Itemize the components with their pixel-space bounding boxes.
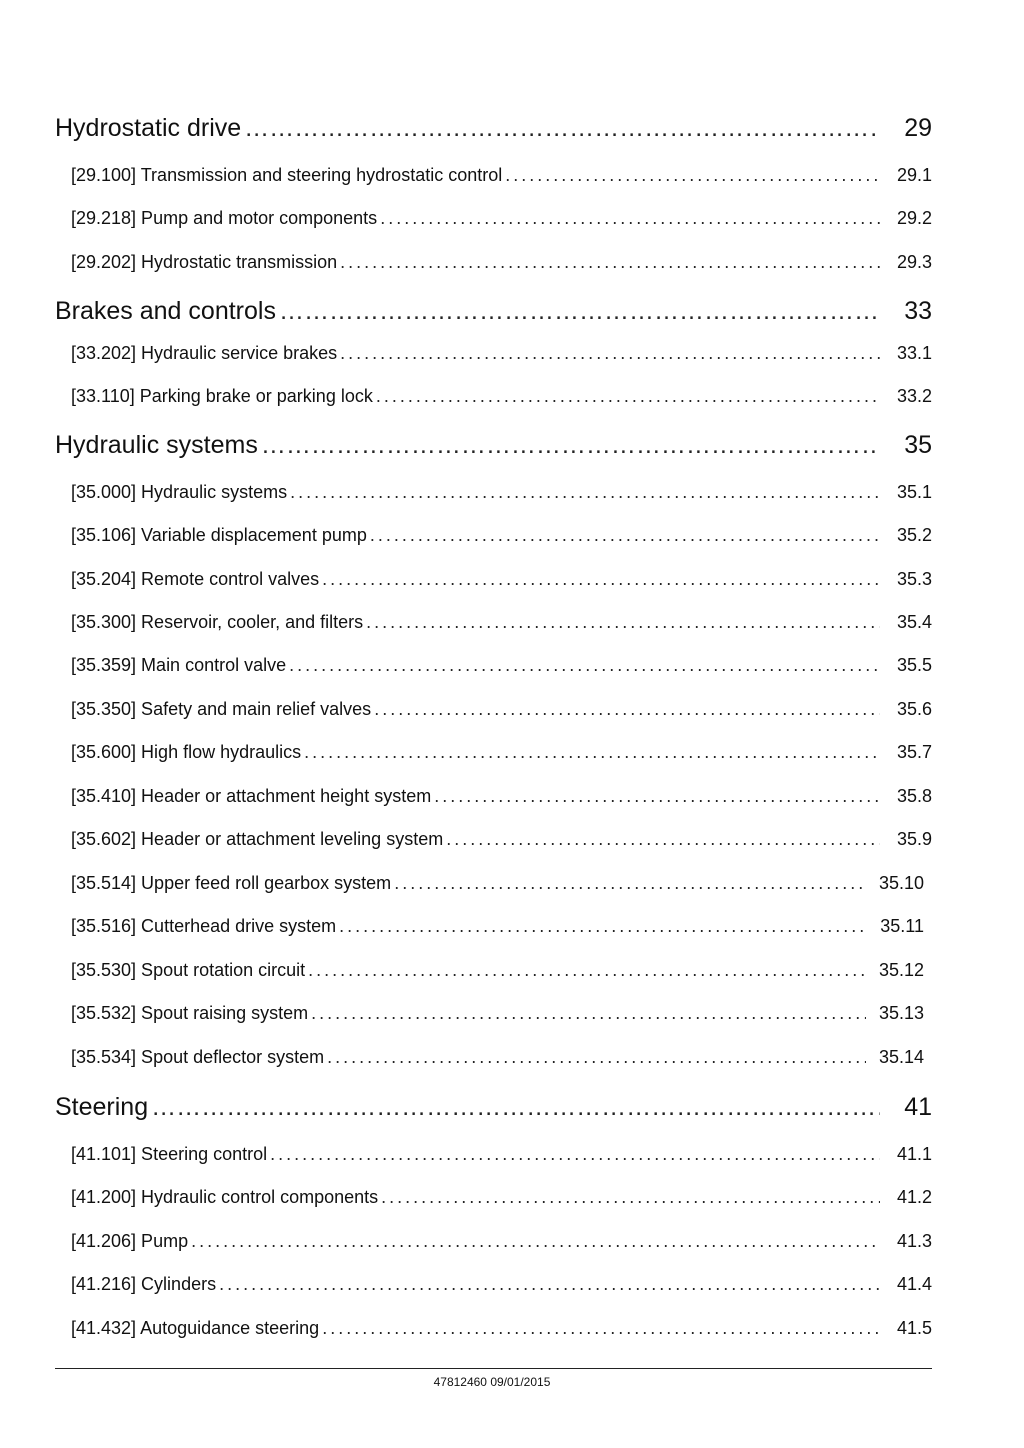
section-page-number: 35.12 (878, 960, 924, 980)
footer-document-id: 47812460 09/01/2015 (433, 1375, 551, 1389)
toc-section[interactable] (71, 343, 932, 364)
section-page-number: 41.2 (896, 1187, 932, 1207)
section-title: [35.106] Variable displacement pump (71, 525, 367, 545)
section-title: [41.432] Autoguidance steering (71, 1318, 320, 1338)
toc-section[interactable] (71, 960, 924, 981)
dot-leader (366, 612, 880, 633)
dot-leader (381, 1187, 880, 1208)
dot-leader (394, 873, 866, 894)
section-title: [35.300] Reservoir, cooler, and filters (71, 612, 364, 632)
toc-section[interactable] (71, 873, 924, 894)
section-title: [33.202] Hydraulic service brakes (71, 343, 338, 363)
section-page-number: 35.13 (878, 1003, 924, 1023)
dot-leader (308, 960, 866, 981)
footer-divider (55, 1368, 932, 1369)
chapter-title: Brakes and controls (55, 297, 276, 325)
section-page-number: 41.1 (896, 1144, 932, 1164)
dot-leader (311, 1003, 866, 1024)
section-title: [35.602] Header or attachment leveling system (71, 829, 444, 849)
toc-chapter-hydraulic-systems[interactable] (55, 431, 932, 460)
dot-leader (370, 525, 880, 546)
dot-leader (279, 297, 880, 326)
toc-section[interactable] (71, 786, 932, 807)
section-page-number: 35.14 (878, 1047, 924, 1067)
dot-leader (244, 114, 880, 143)
dot-leader (446, 829, 880, 850)
dot-leader (290, 482, 880, 503)
toc-section[interactable] (71, 569, 932, 590)
section-title: [41.216] Cylinders (71, 1274, 217, 1294)
toc-section[interactable] (71, 1187, 932, 1208)
section-page-number: 33.2 (896, 386, 932, 406)
dot-leader (434, 786, 880, 807)
dot-leader (380, 208, 880, 229)
section-page-number: 41.4 (896, 1274, 932, 1294)
toc-section[interactable] (71, 916, 924, 937)
dot-leader (304, 742, 880, 763)
dot-leader (376, 386, 880, 407)
chapter-page-number: 41 (904, 1093, 932, 1121)
dot-leader (151, 1093, 880, 1122)
toc-section[interactable] (71, 386, 932, 407)
dot-leader (322, 569, 880, 590)
section-page-number: 35.8 (896, 786, 932, 806)
chapter-page-number: 33 (904, 297, 932, 325)
section-title: [33.110] Parking brake or parking lock (71, 386, 373, 406)
toc-section[interactable] (71, 1274, 932, 1295)
section-page-number: 35.10 (878, 873, 924, 893)
section-page-number: 35.4 (896, 612, 932, 632)
toc-section[interactable] (71, 525, 932, 546)
chapter-title: Steering (55, 1093, 149, 1121)
dot-leader (339, 916, 866, 937)
toc-chapter-brakes-and-controls[interactable] (55, 297, 932, 326)
section-page-number: 29.3 (896, 252, 932, 272)
chapter-page-number: 29 (904, 114, 932, 142)
toc-section[interactable] (71, 482, 932, 503)
section-title: [35.204] Remote control valves (71, 569, 320, 589)
section-title: [35.350] Safety and main relief valves (71, 699, 372, 719)
chapter-title: Hydraulic systems (55, 431, 258, 459)
section-title: [35.532] Spout raising system (71, 1003, 309, 1023)
toc-section[interactable] (71, 699, 932, 720)
section-page-number: 35.11 (880, 916, 924, 936)
section-page-number: 41.5 (896, 1318, 932, 1338)
section-title: [41.200] Hydraulic control components (71, 1187, 379, 1207)
section-page-number: 29.2 (896, 208, 932, 228)
dot-leader (191, 1231, 880, 1252)
section-page-number: 33.1 (896, 343, 932, 363)
section-title: [41.101] Steering control (71, 1144, 268, 1164)
toc-chapter-hydrostatic-drive[interactable] (55, 114, 932, 143)
dot-leader (289, 655, 880, 676)
section-title: [35.000] Hydraulic systems (71, 482, 288, 502)
section-title: [35.516] Cutterhead drive system (71, 916, 337, 936)
dot-leader (219, 1274, 880, 1295)
section-page-number: 35.1 (896, 482, 932, 502)
section-title: [35.600] High flow hydraulics (71, 742, 302, 762)
chapter-page-number: 35 (904, 431, 932, 459)
toc-section[interactable] (71, 612, 932, 633)
section-title: [35.410] Header or attachment height system (71, 786, 432, 806)
dot-leader (327, 1047, 866, 1068)
section-title: [35.530] Spout rotation circuit (71, 960, 306, 980)
section-page-number: 35.3 (896, 569, 932, 589)
toc-section[interactable] (71, 742, 932, 763)
section-title: [35.514] Upper feed roll gearbox system (71, 873, 392, 893)
section-title: [29.100] Transmission and steering hydrostatic control (71, 165, 503, 185)
section-page-number: 29.1 (896, 165, 932, 185)
section-title: [35.534] Spout deflector system (71, 1047, 325, 1067)
section-page-number: 35.7 (896, 742, 932, 762)
dot-leader (322, 1318, 880, 1339)
toc-section[interactable] (71, 165, 932, 186)
toc-section[interactable] (71, 252, 932, 273)
toc-section[interactable] (71, 655, 932, 676)
toc-section[interactable] (71, 1231, 932, 1252)
dot-leader (340, 343, 880, 364)
dot-leader (505, 165, 880, 186)
section-title: [29.218] Pump and motor components (71, 208, 378, 228)
toc-section[interactable] (71, 1144, 932, 1165)
dot-leader (270, 1144, 880, 1165)
section-title: [41.206] Pump (71, 1231, 189, 1251)
section-page-number: 41.3 (896, 1231, 932, 1251)
section-page-number: 35.5 (896, 655, 932, 675)
section-page-number: 35.2 (896, 525, 932, 545)
toc-section[interactable] (71, 208, 932, 229)
dot-leader (261, 431, 880, 460)
section-page-number: 35.9 (896, 829, 932, 849)
dot-leader (374, 699, 880, 720)
toc-section[interactable] (71, 1047, 924, 1068)
section-title: [35.359] Main control valve (71, 655, 287, 675)
section-title: [29.202] Hydrostatic transmission (71, 252, 338, 272)
toc-section[interactable] (71, 1318, 932, 1339)
chapter-title: Hydrostatic drive (55, 114, 242, 142)
toc-section[interactable] (71, 1003, 924, 1024)
section-page-number: 35.6 (896, 699, 932, 719)
toc-chapter-steering[interactable] (55, 1093, 932, 1122)
toc-section[interactable] (71, 829, 932, 850)
dot-leader (340, 252, 880, 273)
